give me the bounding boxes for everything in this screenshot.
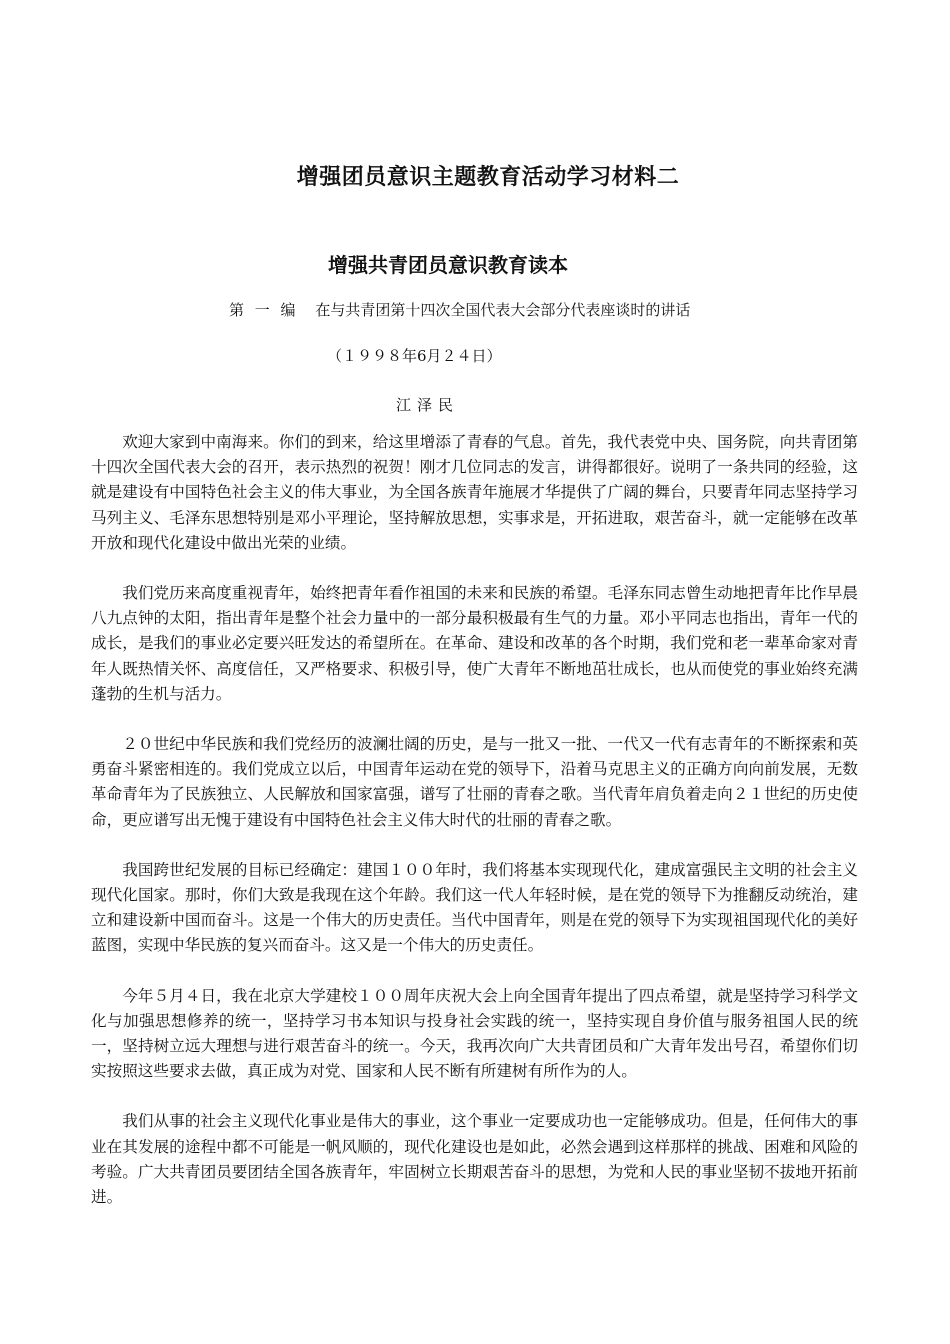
sub-title: 增强共青团员意识教育读本: [328, 253, 568, 277]
paragraph: 今年５月４日，我在北京大学建校１００周年庆祝大会上向全国青年提出了四点希望，就是坚持学习科学文化与加强思想修养的统一，坚持学习书本知识与投身社会实践的统一，坚持实现自身价值与服务祖国人民的统一，坚持树立远大理想与进行艰苦奋斗的统一。今天，我再次向广大共青团员和广大青年发出号召，希望你们切实按照这些要求去做，真正成为对党、国家和人民不断有所建树有所作为的人。: [91, 986, 858, 1081]
speech-body: [91, 430, 858, 1235]
paragraph: 我国跨世纪发展的目标已经确定：建国１００年时，我们将基本实现现代化，建成富强民主文明的社会主义现代化国家。那时，你们大致是我现在这个年龄。我们这一代人年轻时候，是在党的领导下为推翻反动统治，建立和建设新中国而奋斗。这是一个伟大的历史责任。当代中国青年，则是在党的领导下为实现祖国现代化的美好蓝图，实现中华民族的复兴而奋斗。这又是一个伟大的历史责任。: [91, 860, 858, 955]
paragraph: 欢迎大家到中南海来。你们的到来，给这里增添了青春的气息。首先，我代表党中央、国务院，向共青团第十四次全国代表大会的召开，表示热烈的祝贺！刚才几位同志的发言，讲得都很好。说明了一条共同的经验，这就是建设有中国特色社会主义的伟大事业，为全国各族青年施展才华提供了广阔的舞台，只要青年同志坚持学习马列主义、毛泽东思想特别是邓小平理论，坚持解放思想，实事求是，开拓进取，艰苦奋斗，就一定能够在改革开放和现代化建设中做出光荣的业绩。: [91, 433, 858, 552]
part-label: 第 一 编: [229, 301, 299, 319]
main-title: 增强团员意识主题教育活动学习材料二: [296, 165, 680, 190]
paragraph: 我们从事的社会主义现代化事业是伟大的事业，这个事业一定要成功也一定能够成功。但是，任何伟大的事业在其发展的途程中都不可能是一帆风顺的，现代化建设也是如此，必然会遇到这样那样的挑战、困难和风险的考验。广大共青团员要团结全国各族青年，牢固树立长期艰苦奋斗的思想，为党和人民的事业坚韧不拔地开拓前进。: [91, 1112, 858, 1207]
paragraph: ２０世纪中华民族和我们党经历的波澜壮阔的历史，是与一批又一批、一代又一代有志青年的不断探索和英勇奋斗紧密相连的。我们党成立以后，中国青年运动在党的领导下，沿着马克思主义的正确方向向前发展，无数革命青年为了民族独立、人民解放和国家富强，谱写了壮丽的青春之歌。当代青年肩负着走向２１世纪的历史使命，更应谱写出无愧于建设有中国特色社会主义伟大时代的壮丽的青春之歌。: [91, 735, 858, 829]
part-title: 在与共青团第十四次全国代表大会部分代表座谈时的讲话: [315, 301, 691, 319]
paragraph: 我们党历来高度重视青年，始终把青年看作祖国的未来和民族的希望。毛泽东同志曾生动地把青年比作早晨八九点钟的太阳，指出青年是整个社会力量中的一部分最积极最有生气的力量。邓小平同志也指出，青年一代的成长，是我们的事业必定要兴旺发达的希望所在。在革命、建设和改革的各个时期，我们党和老一辈革命家对青年人既热情关怀、高度信任，又严格要求、积极引导，使广大青年不断地茁壮成长，也从而使党的事业始终充满蓬勃的生机与活力。: [91, 584, 858, 703]
part-heading: [229, 299, 690, 320]
author-name: 江泽民: [396, 396, 460, 414]
speech-date: （１９９８年6月２４日）: [327, 347, 502, 365]
